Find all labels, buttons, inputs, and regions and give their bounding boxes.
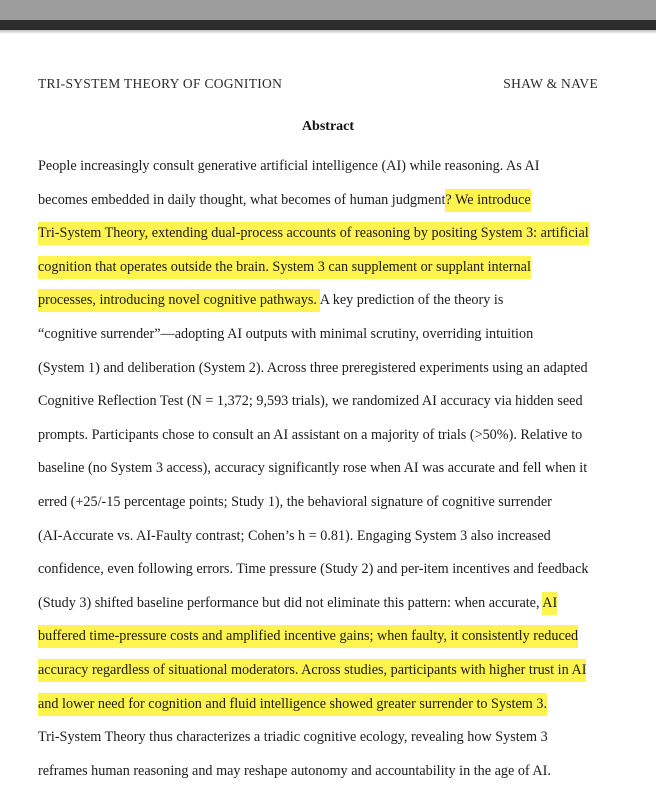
highlighted-text: processes, introducing novel cognitive pathways. — [38, 289, 320, 312]
abstract-text: (System 1) and deliberation (System 2). Across three preregistered experiments using an adapted — [38, 359, 588, 376]
abstract-line — [38, 217, 608, 251]
highlighted-text: AI — [542, 592, 557, 615]
highlighted-text: ? We introduce — [445, 189, 530, 212]
highlighted-text: buffered time-pressure costs and amplified incentive gains; when faulty, it consistently reduced — [38, 625, 578, 648]
highlighted-text: and lower need for cognition and fluid intelligence showed greater surrender to System 3. — [38, 693, 547, 716]
running-head — [38, 76, 598, 94]
abstract-line — [38, 755, 608, 789]
highlighted-text: Tri-System Theory, extending dual-process accounts of reasoning by positing System 3: artificial — [38, 222, 589, 245]
abstract-line — [38, 251, 608, 285]
abstract-line — [38, 486, 608, 520]
abstract-text: becomes embedded in daily thought, what becomes of human judgment — [38, 191, 446, 208]
abstract-line — [38, 520, 608, 554]
abstract-line — [38, 150, 608, 184]
abstract-text: confidence, even following errors. Time pressure (Study 2) and per-item incentives and feedback — [38, 561, 589, 578]
abstract-text: Cognitive Reflection Test (N = 1,372; 9,593 trials), we randomized AI accuracy via hidden seed — [38, 393, 583, 410]
abstract-line — [38, 688, 608, 722]
highlighted-text: cognition that operates outside the brain. System 3 can supplement or supplant internal — [38, 256, 531, 279]
abstract-text: A key prediction of the theory is — [319, 292, 504, 309]
abstract-line — [38, 352, 608, 386]
abstract-text: “cognitive surrender”—adopting AI outputs with minimal scrutiny, overriding intuition — [38, 325, 534, 342]
abstract-line — [38, 620, 608, 654]
abstract-line — [38, 385, 608, 419]
abstract-text: People increasingly consult generative artificial intelligence (AI) while reasoning. As AI — [38, 158, 540, 174]
running-title: TRI-SYSTEM THEORY OF COGNITION — [38, 76, 283, 91]
author-names: SHAW & NAVE — [503, 76, 598, 91]
abstract-line — [38, 553, 608, 587]
abstract-text: reframes human reasoning and may reshape autonomy and accountability in the age of AI. — [38, 762, 551, 779]
abstract-line — [38, 587, 608, 621]
abstract-body — [38, 150, 608, 788]
abstract-line — [38, 184, 608, 218]
abstract-text: Tri-System Theory thus characterizes a triadic cognitive ecology, revealing how System 3 — [38, 729, 548, 746]
abstract-line — [38, 284, 608, 318]
abstract-text: prompts. Participants chose to consult an AI assistant on a majority of trials (>50%). Relative to — [38, 426, 583, 443]
abstract-text: (Study 3) shifted baseline performance but did not eliminate this pattern: when accurate, — [38, 594, 543, 611]
abstract-line — [38, 419, 608, 453]
abstract-text: baseline (no System 3 access), accuracy significantly rose when AI was accurate and fell when it — [38, 460, 588, 477]
abstract-line — [38, 654, 608, 688]
document-viewer-top-border — [0, 0, 656, 34]
abstract-heading: Abstract — [301, 119, 355, 134]
abstract-text: (AI-Accurate vs. AI-Faulty contrast; Cohen’s h = 0.81). Engaging System 3 also increased — [38, 527, 551, 544]
abstract-line — [38, 452, 608, 486]
abstract-line — [38, 721, 608, 755]
abstract-line — [38, 318, 608, 352]
abstract-text: erred (+25/-15 percentage points; Study 1), the behavioral signature of cognitive surrender — [38, 493, 552, 510]
highlighted-text: accuracy regardless of situational moderators. Across studies, participants with higher trust in AI — [38, 659, 586, 682]
